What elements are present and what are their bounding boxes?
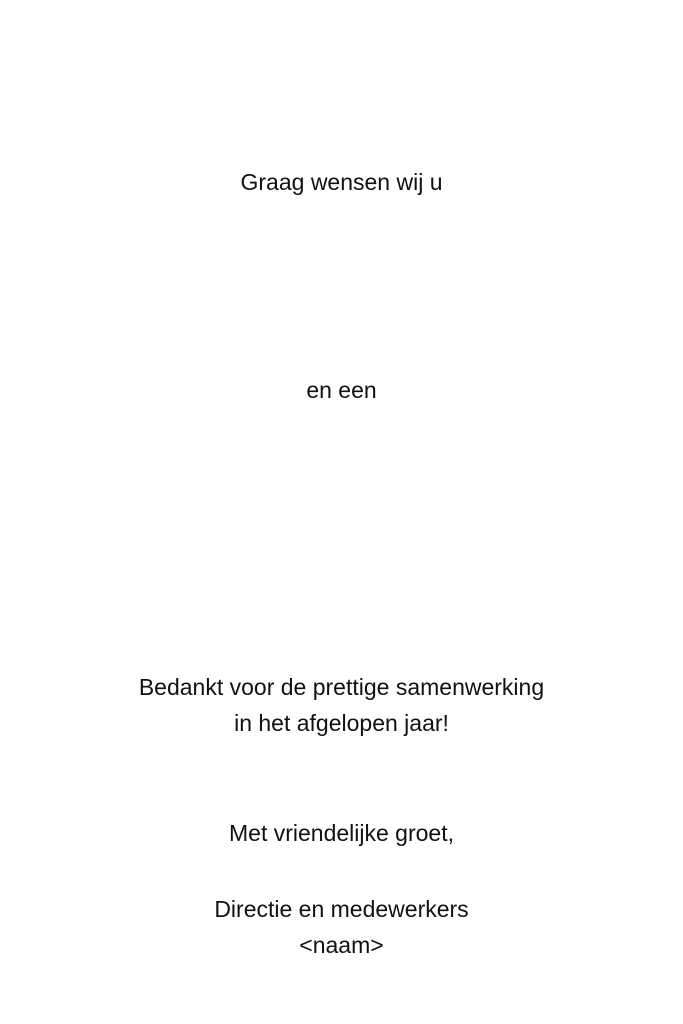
greeting-text: Graag wensen wij u bbox=[240, 169, 443, 195]
closing-text: Met vriendelijke groet, bbox=[229, 820, 454, 846]
signature-line-2: <naam> bbox=[299, 932, 384, 958]
thanks-line-2: in het afgelopen jaar! bbox=[234, 710, 449, 736]
thanks-line-1: Bedankt voor de prettige samenwerking bbox=[138, 674, 545, 700]
connector-text: en een bbox=[306, 377, 377, 403]
signature-line-1: Directie en medewerkers bbox=[214, 896, 469, 922]
